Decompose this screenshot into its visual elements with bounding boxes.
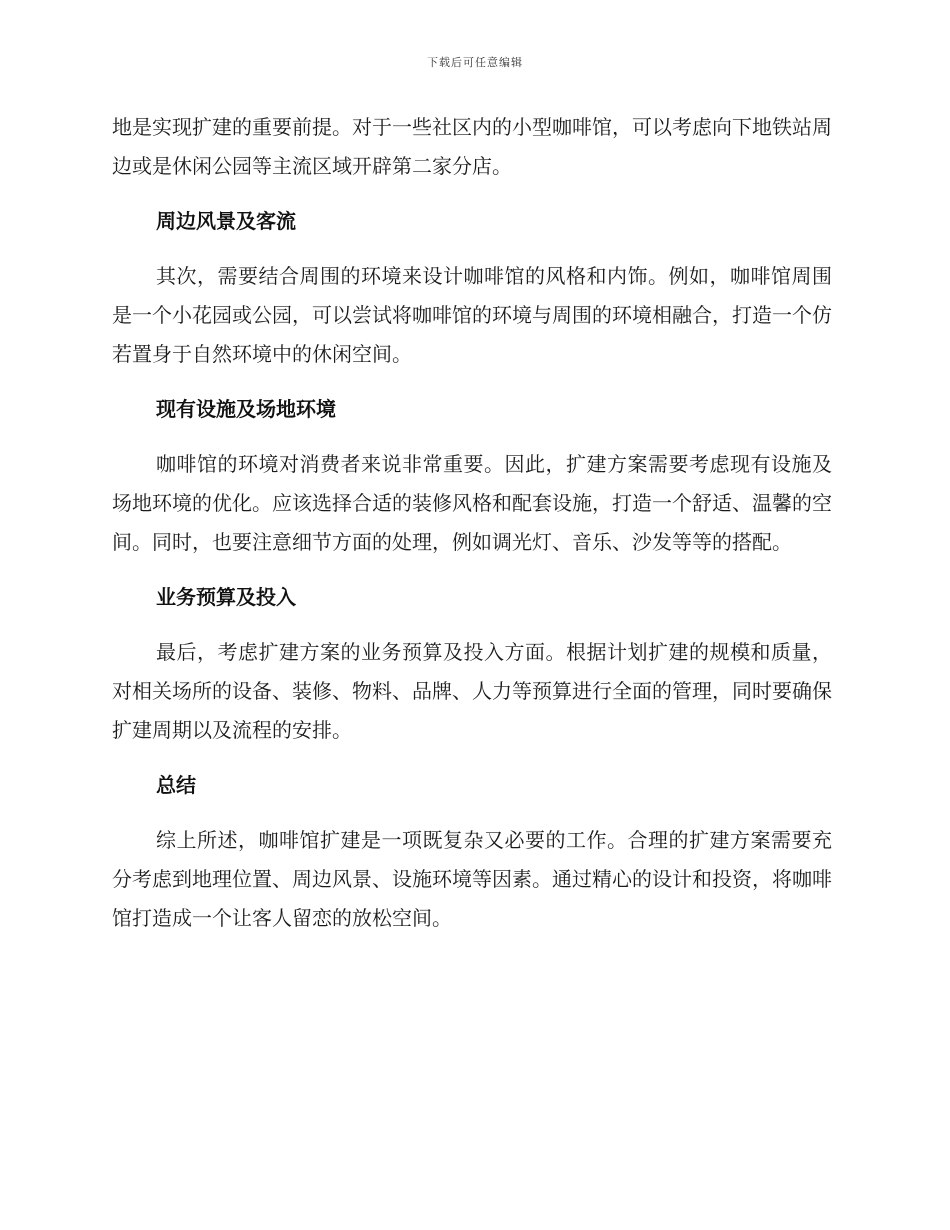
page-header: 下载后可任意编辑 bbox=[427, 56, 523, 69]
heading-budget-investment: 业务预算及投入 bbox=[156, 585, 296, 609]
paragraph-summary: 综上所述，咖啡馆扩建是一项既复杂又必要的工作。合理的扩建方案需要充分考虑到地理位置、周边风景、设施环境等因素。通过精心的设计和投资，将咖啡馆打造成一个让客人留恋的放松空间。 bbox=[112, 828, 832, 930]
paragraph-budget-investment: 最后，考虑扩建方案的业务预算及投入方面。根据计划扩建的规模和质量，对相关场所的设备、装修、物料、品牌、人力等预算进行全面的管理，同时要确保扩建周期以及流程的安排。 bbox=[112, 640, 832, 742]
paragraph-location-continuation: 地是实现扩建的重要前提。对于一些社区内的小型咖啡馆，可以考虑向下地铁站周边或是休闲公园等主流区域开辟第二家分店。 bbox=[112, 115, 832, 178]
paragraph-scenery-traffic: 其次，需要结合周围的环境来设计咖啡馆的风格和内饰。例如，咖啡馆周围是一个小花园或公园，可以尝试将咖啡馆的环境与周围的环境相融合，打造一个仿若置身于自然环境中的休闲空间。 bbox=[112, 264, 832, 366]
heading-facilities-environment: 现有设施及场地环境 bbox=[156, 397, 336, 421]
heading-scenery-traffic: 周边风景及客流 bbox=[156, 209, 296, 233]
heading-summary: 总结 bbox=[156, 773, 196, 797]
document-body bbox=[112, 108, 832, 938]
paragraph-facilities-environment: 咖啡馆的环境对消费者来说非常重要。因此，扩建方案需要考虑现有设施及场地环境的优化。应该选择合适的装修风格和配套设施，打造一个舒适、温馨的空间。同时，也要注意细节方面的处理，例如调光灯、音乐、沙发等等的搭配。 bbox=[112, 452, 832, 554]
